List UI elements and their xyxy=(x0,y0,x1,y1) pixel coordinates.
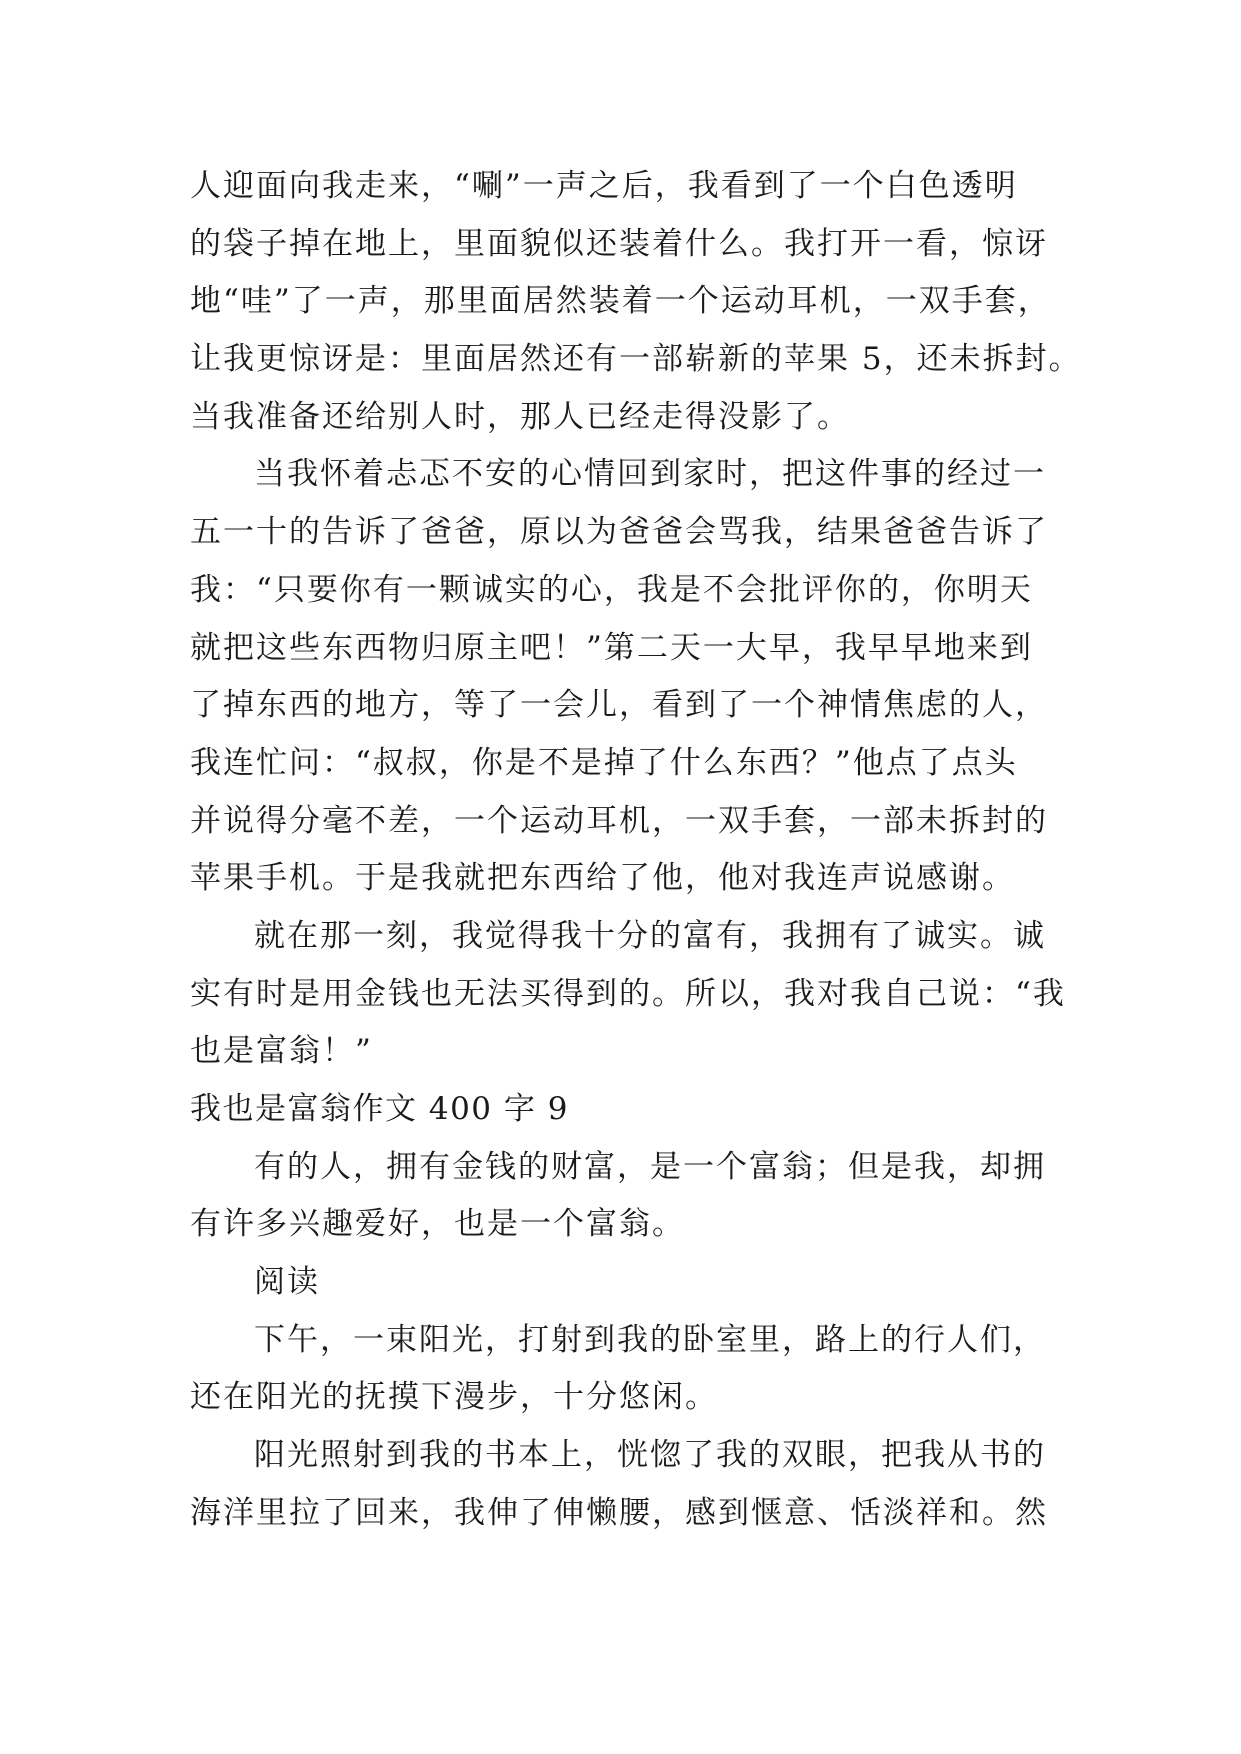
text-line: 也是富翁！” xyxy=(190,1033,373,1070)
text-line: 海洋里拉了回来，我伸了伸懒腰，感到惬意、恬淡祥和。然 xyxy=(190,1494,1048,1531)
text-line: 就把这些东西物归原主吧！”第二天一大早，我早早地来到 xyxy=(190,629,1033,666)
paragraph-start-line: 就在那一刻，我觉得我十分的富有，我拥有了诚实。诚 xyxy=(254,917,1046,954)
text-line: 有许多兴趣爱好，也是一个富翁。 xyxy=(190,1206,685,1243)
text-line: 五一十的告诉了爸爸，原以为爸爸会骂我，结果爸爸告诉了 xyxy=(190,514,1048,551)
text-line: 人迎面向我走来，“唰”一声之后，我看到了一个白色透明 xyxy=(190,168,1018,204)
paragraph-start-line: 当我怀着忐忑不安的心情回到家时，把这件事的经过一 xyxy=(254,456,1046,493)
paragraph-start-line: 阳光照射到我的书本上，恍惚了我的双眼，把我从书的 xyxy=(254,1437,1046,1474)
paragraph-start-line: 有的人，拥有金钱的财富，是一个富翁；但是我，却拥 xyxy=(254,1148,1046,1185)
text-line: 实有时是用金钱也无法买得到的。所以，我对我自己说：“我 xyxy=(190,975,1066,1012)
text-line: 的袋子掉在地上，里面貌似还装着什么。我打开一看，惊讶 xyxy=(190,225,1048,262)
text-line: 地“哇”了一声，那里面居然装着一个运动耳机，一双手套， xyxy=(190,283,1051,320)
section-heading: 我也是富翁作文 400 字 9 xyxy=(190,1091,569,1127)
text-line: 让我更惊讶是：里面居然还有一部崭新的苹果 5，还未拆封。 xyxy=(190,341,1082,378)
text-line: 还在阳光的抚摸下漫步，十分悠闲。 xyxy=(190,1379,718,1416)
text-line: 了掉东西的地方，等了一会儿，看到了一个神情焦虑的人， xyxy=(190,687,1048,724)
document-body xyxy=(190,158,1082,1543)
text-line: 当我准备还给别人时，那人已经走得没影了。 xyxy=(190,398,850,435)
paragraph-start-line: 阅读 xyxy=(254,1264,320,1301)
text-line: 并说得分毫不差，一个运动耳机，一双手套，一部未拆封的 xyxy=(190,802,1048,839)
text-line: 我：“只要你有一颗诚实的心，我是不会批评你的，你明天 xyxy=(190,571,1033,608)
text-line: 我连忙问：“叔叔，你是不是掉了什么东西？”他点了点头 xyxy=(190,744,1018,781)
paragraph-start-line: 下午，一束阳光，打射到我的卧室里，路上的行人们， xyxy=(254,1321,1046,1358)
text-line: 苹果手机。于是我就把东西给了他，他对我连声说感谢。 xyxy=(190,860,1015,897)
